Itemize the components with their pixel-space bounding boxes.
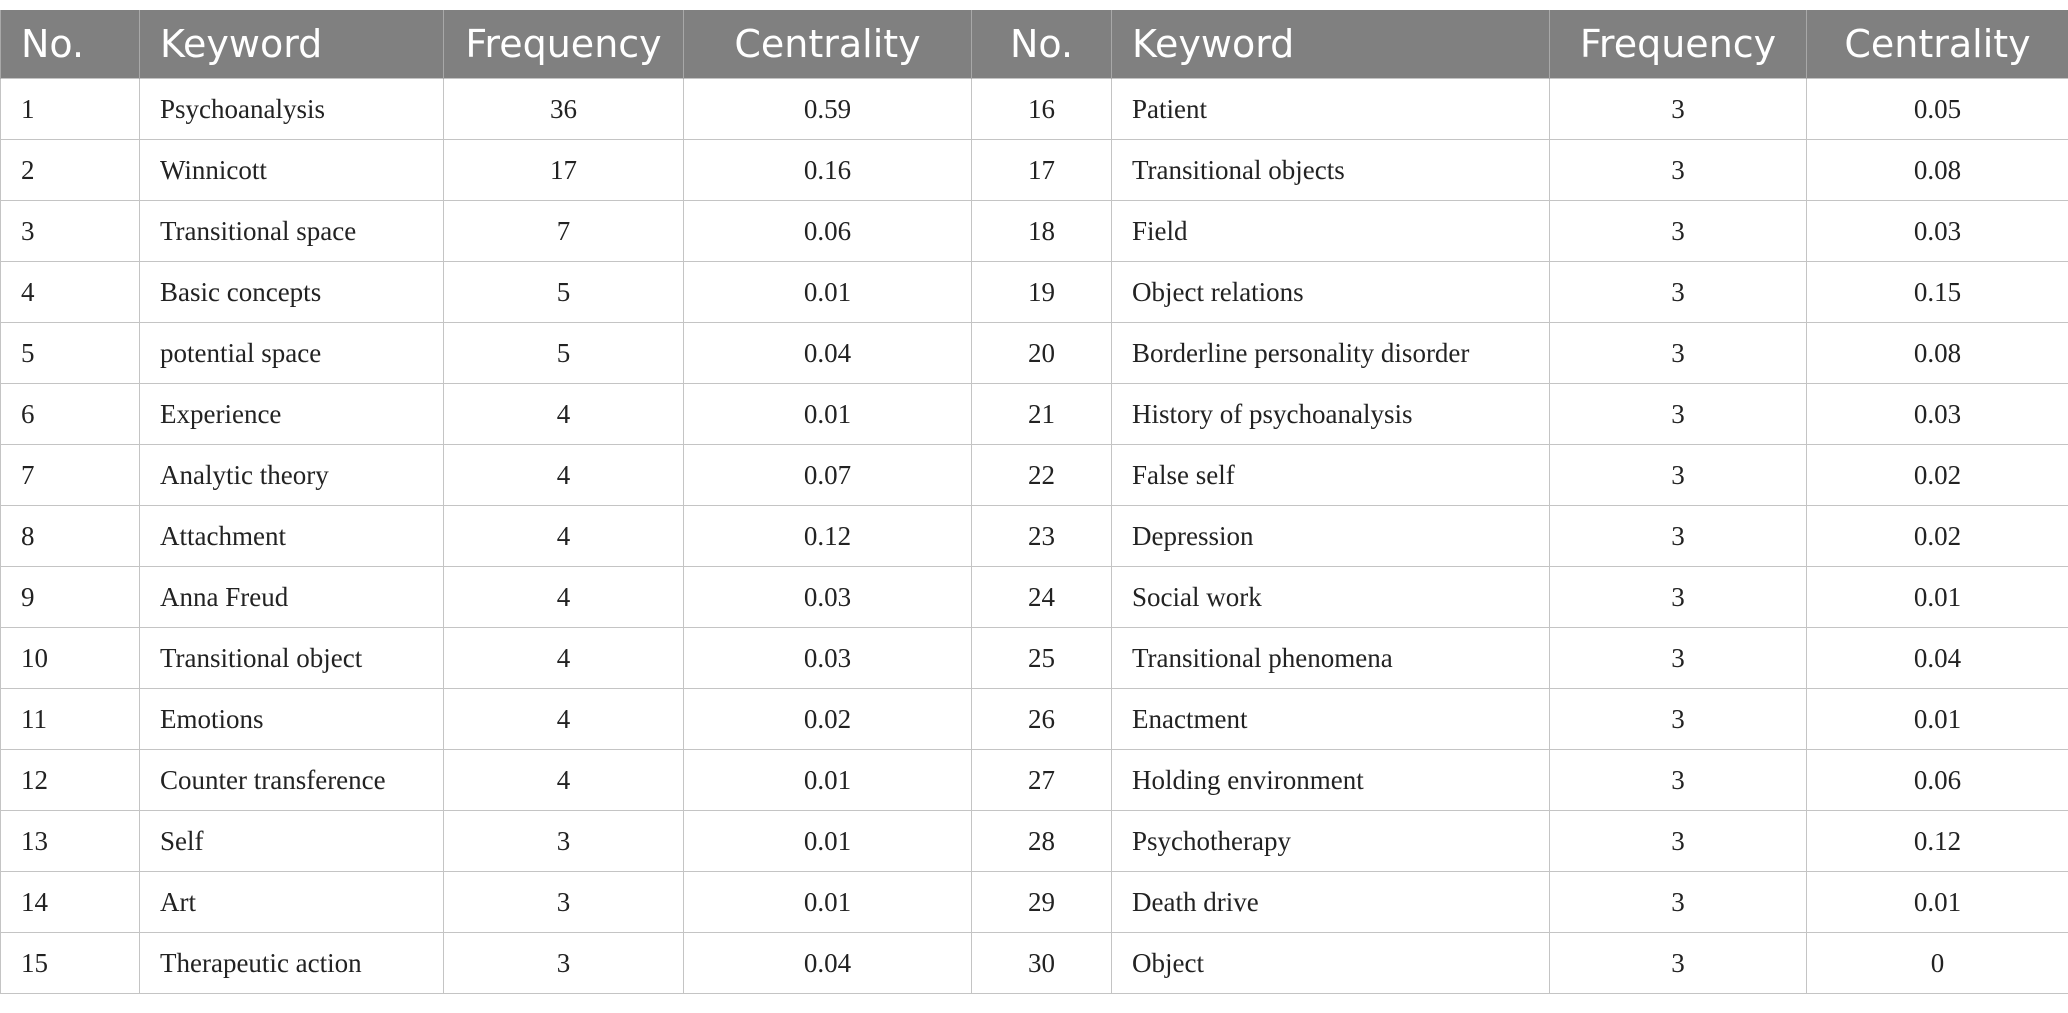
cell-centrality: 0.06 — [684, 201, 972, 262]
cell-keyword: Emotions — [140, 689, 444, 750]
header-frequency-right: Frequency — [1550, 10, 1807, 79]
cell-centrality: 0.02 — [684, 689, 972, 750]
cell-centrality: 0.59 — [684, 79, 972, 140]
cell-no: 15 — [1, 933, 140, 994]
cell-centrality: 0.03 — [684, 628, 972, 689]
cell-frequency: 4 — [444, 384, 684, 445]
cell-frequency: 3 — [1550, 750, 1807, 811]
cell-frequency: 3 — [1550, 323, 1807, 384]
header-no-left: No. — [1, 10, 140, 79]
cell-centrality: 0.04 — [1807, 628, 2068, 689]
cell-keyword: Analytic theory — [140, 445, 444, 506]
cell-keyword: Field — [1112, 201, 1550, 262]
cell-no: 22 — [972, 445, 1112, 506]
cell-keyword: Counter transference — [140, 750, 444, 811]
cell-centrality: 0.01 — [1807, 872, 2068, 933]
cell-no: 20 — [972, 323, 1112, 384]
cell-no: 2 — [1, 140, 140, 201]
cell-no: 8 — [1, 506, 140, 567]
cell-keyword: Object — [1112, 933, 1550, 994]
cell-keyword: Therapeutic action — [140, 933, 444, 994]
cell-centrality: 0.08 — [1807, 140, 2068, 201]
cell-centrality: 0.03 — [684, 567, 972, 628]
cell-frequency: 17 — [444, 140, 684, 201]
cell-centrality: 0.04 — [684, 323, 972, 384]
header-no-right: No. — [972, 10, 1112, 79]
cell-no: 21 — [972, 384, 1112, 445]
table-row — [1, 506, 2068, 567]
table-row — [1, 262, 2068, 323]
cell-keyword: Death drive — [1112, 872, 1550, 933]
cell-centrality: 0.08 — [1807, 323, 2068, 384]
cell-frequency: 5 — [444, 262, 684, 323]
header-centrality-left: Centrality — [684, 10, 972, 79]
cell-frequency: 4 — [444, 506, 684, 567]
table-row — [1, 628, 2068, 689]
cell-centrality: 0.02 — [1807, 445, 2068, 506]
cell-keyword: Transitional object — [140, 628, 444, 689]
cell-centrality: 0.01 — [1807, 689, 2068, 750]
cell-frequency: 4 — [444, 567, 684, 628]
header-keyword-left: Keyword — [140, 10, 444, 79]
cell-no: 30 — [972, 933, 1112, 994]
cell-no: 17 — [972, 140, 1112, 201]
cell-no: 1 — [1, 79, 140, 140]
cell-centrality: 0.16 — [684, 140, 972, 201]
cell-frequency: 3 — [1550, 201, 1807, 262]
header-centrality-right: Centrality — [1807, 10, 2068, 79]
header-row — [1, 10, 2068, 79]
table-row — [1, 689, 2068, 750]
cell-frequency: 4 — [444, 689, 684, 750]
cell-centrality: 0.15 — [1807, 262, 2068, 323]
cell-keyword: Transitional space — [140, 201, 444, 262]
cell-frequency: 3 — [444, 811, 684, 872]
cell-centrality: 0.01 — [684, 872, 972, 933]
cell-frequency: 3 — [444, 933, 684, 994]
header-frequency-left: Frequency — [444, 10, 684, 79]
cell-keyword: History of psychoanalysis — [1112, 384, 1550, 445]
cell-keyword: Basic concepts — [140, 262, 444, 323]
cell-frequency: 4 — [444, 750, 684, 811]
cell-no: 19 — [972, 262, 1112, 323]
table-row — [1, 567, 2068, 628]
cell-frequency: 3 — [1550, 140, 1807, 201]
cell-no: 28 — [972, 811, 1112, 872]
table-row — [1, 79, 2068, 140]
cell-centrality: 0.12 — [684, 506, 972, 567]
cell-keyword: False self — [1112, 445, 1550, 506]
cell-frequency: 3 — [1550, 384, 1807, 445]
cell-keyword: Depression — [1112, 506, 1550, 567]
cell-keyword: Attachment — [140, 506, 444, 567]
keyword-table — [0, 10, 2068, 994]
cell-no: 26 — [972, 689, 1112, 750]
cell-no: 27 — [972, 750, 1112, 811]
table-row — [1, 811, 2068, 872]
cell-frequency: 3 — [1550, 872, 1807, 933]
cell-frequency: 3 — [1550, 628, 1807, 689]
cell-centrality: 0.03 — [1807, 201, 2068, 262]
cell-frequency: 3 — [1550, 79, 1807, 140]
cell-keyword: Winnicott — [140, 140, 444, 201]
cell-no: 11 — [1, 689, 140, 750]
cell-keyword: Psychoanalysis — [140, 79, 444, 140]
cell-centrality: 0.05 — [1807, 79, 2068, 140]
cell-no: 3 — [1, 201, 140, 262]
cell-no: 12 — [1, 750, 140, 811]
cell-keyword: Psychotherapy — [1112, 811, 1550, 872]
cell-centrality: 0.01 — [684, 811, 972, 872]
cell-centrality: 0.12 — [1807, 811, 2068, 872]
cell-no: 23 — [972, 506, 1112, 567]
table-body — [1, 79, 2068, 994]
cell-centrality: 0.01 — [684, 750, 972, 811]
cell-no: 13 — [1, 811, 140, 872]
table-row — [1, 445, 2068, 506]
cell-keyword: potential space — [140, 323, 444, 384]
cell-centrality: 0.02 — [1807, 506, 2068, 567]
header-keyword-right: Keyword — [1112, 10, 1550, 79]
cell-no: 6 — [1, 384, 140, 445]
cell-keyword: Holding environment — [1112, 750, 1550, 811]
cell-no: 29 — [972, 872, 1112, 933]
cell-centrality: 0.01 — [1807, 567, 2068, 628]
cell-keyword: Self — [140, 811, 444, 872]
table-row — [1, 872, 2068, 933]
cell-no: 24 — [972, 567, 1112, 628]
table-header — [1, 10, 2068, 79]
cell-no: 18 — [972, 201, 1112, 262]
cell-keyword: Borderline personality disorder — [1112, 323, 1550, 384]
cell-centrality: 0.01 — [684, 262, 972, 323]
cell-frequency: 4 — [444, 445, 684, 506]
cell-no: 16 — [972, 79, 1112, 140]
cell-keyword: Anna Freud — [140, 567, 444, 628]
table-row — [1, 933, 2068, 994]
table-row — [1, 201, 2068, 262]
cell-no: 25 — [972, 628, 1112, 689]
cell-keyword: Transitional phenomena — [1112, 628, 1550, 689]
table-row — [1, 384, 2068, 445]
cell-keyword: Experience — [140, 384, 444, 445]
cell-frequency: 3 — [1550, 262, 1807, 323]
table-row — [1, 750, 2068, 811]
cell-centrality: 0.01 — [684, 384, 972, 445]
cell-centrality: 0.04 — [684, 933, 972, 994]
cell-keyword: Patient — [1112, 79, 1550, 140]
cell-frequency: 3 — [1550, 689, 1807, 750]
cell-frequency: 3 — [1550, 933, 1807, 994]
cell-keyword: Social work — [1112, 567, 1550, 628]
cell-keyword: Enactment — [1112, 689, 1550, 750]
cell-centrality: 0 — [1807, 933, 2068, 994]
cell-frequency: 3 — [1550, 567, 1807, 628]
cell-frequency: 3 — [1550, 445, 1807, 506]
cell-centrality: 0.07 — [684, 445, 972, 506]
cell-frequency: 4 — [444, 628, 684, 689]
cell-frequency: 3 — [1550, 811, 1807, 872]
cell-no: 9 — [1, 567, 140, 628]
cell-no: 10 — [1, 628, 140, 689]
cell-centrality: 0.03 — [1807, 384, 2068, 445]
cell-centrality: 0.06 — [1807, 750, 2068, 811]
cell-keyword: Art — [140, 872, 444, 933]
table-row — [1, 140, 2068, 201]
cell-frequency: 5 — [444, 323, 684, 384]
cell-frequency: 3 — [1550, 506, 1807, 567]
table-row — [1, 323, 2068, 384]
cell-frequency: 3 — [444, 872, 684, 933]
cell-no: 5 — [1, 323, 140, 384]
cell-no: 4 — [1, 262, 140, 323]
cell-frequency: 7 — [444, 201, 684, 262]
cell-frequency: 36 — [444, 79, 684, 140]
cell-keyword: Object relations — [1112, 262, 1550, 323]
cell-no: 7 — [1, 445, 140, 506]
cell-no: 14 — [1, 872, 140, 933]
cell-keyword: Transitional objects — [1112, 140, 1550, 201]
